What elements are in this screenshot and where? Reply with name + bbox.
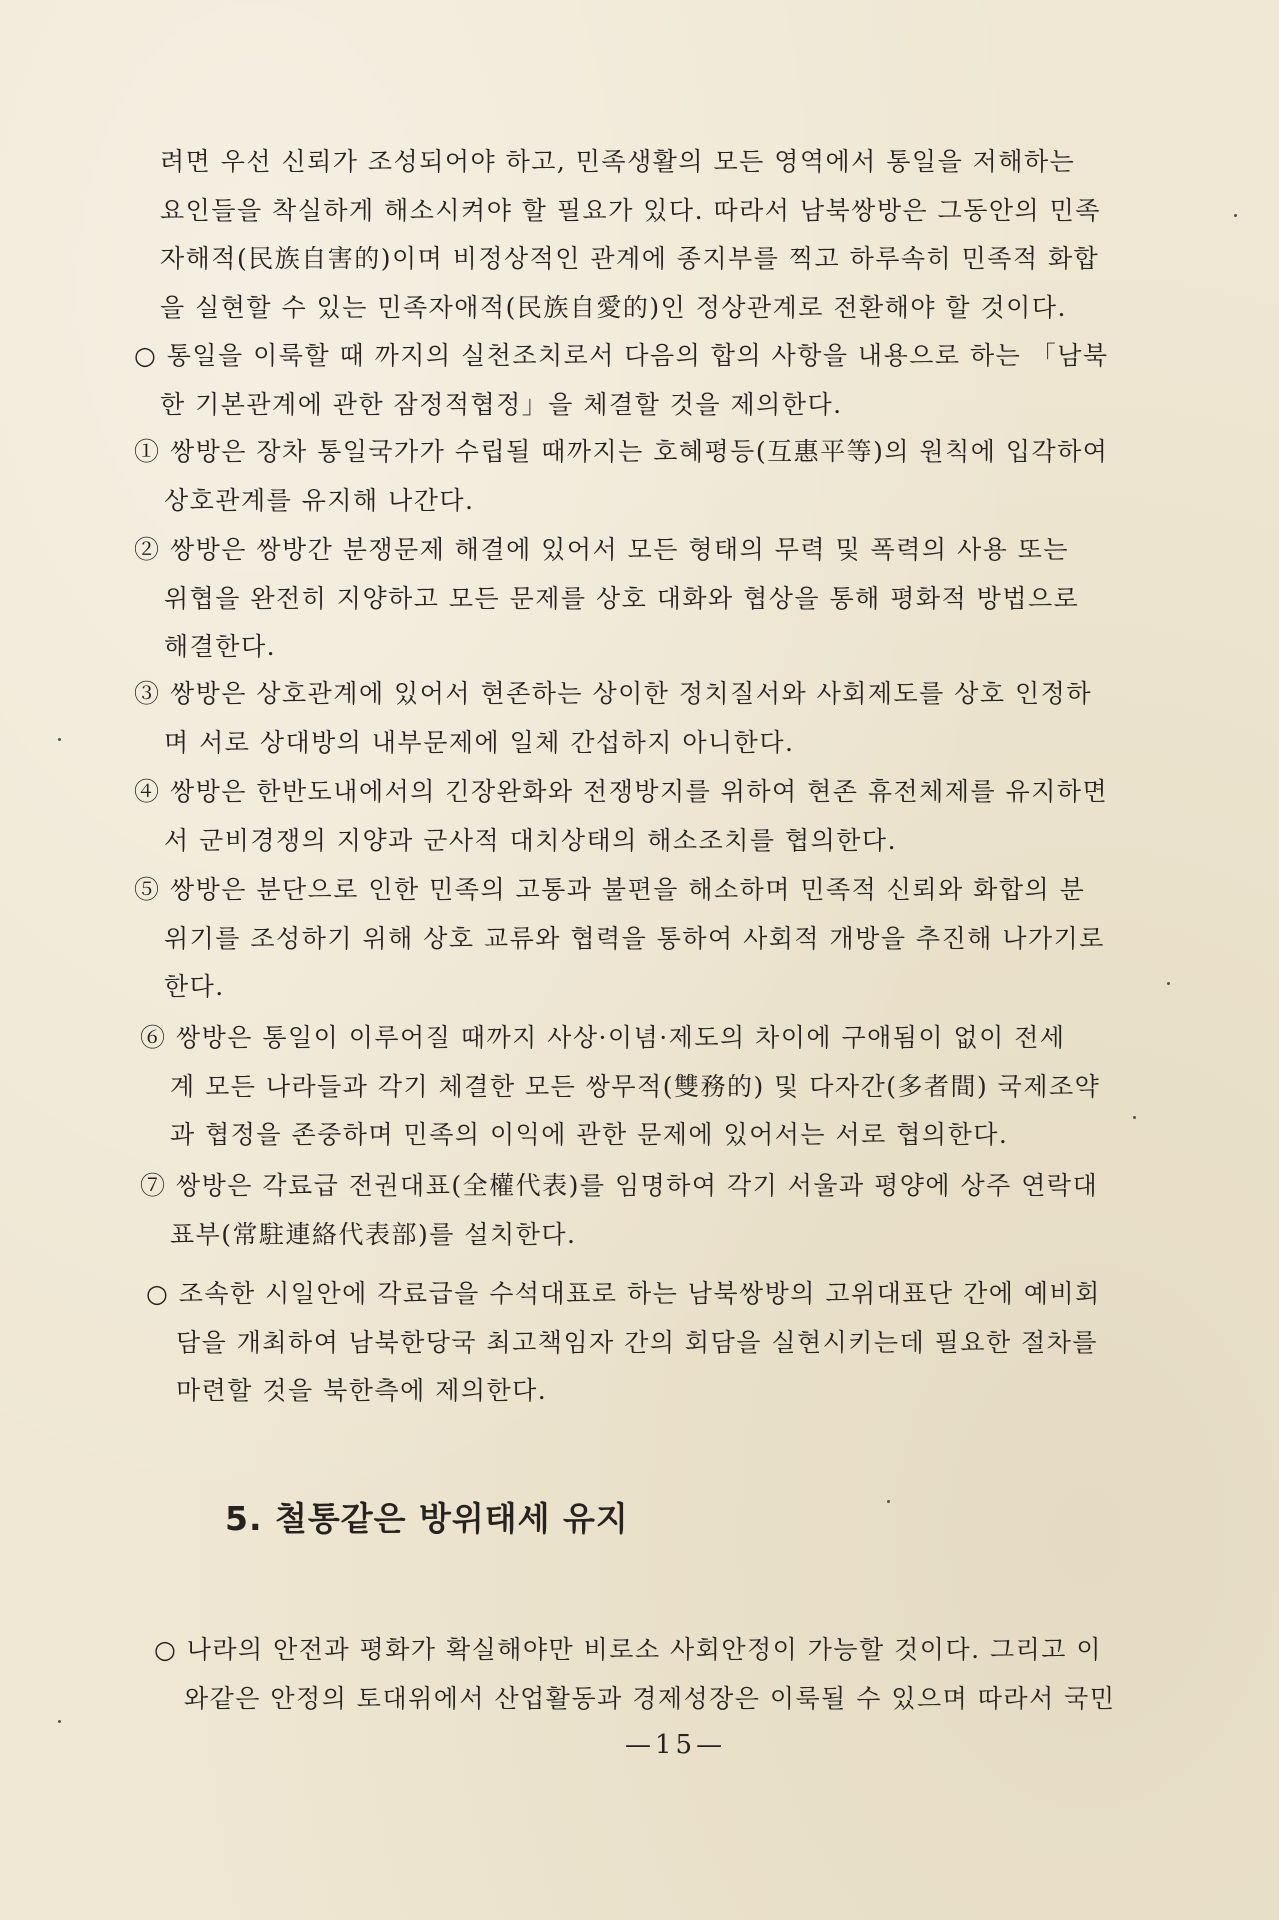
text-line: ④ 쌍방은 한반도내에서의 긴장완화와 전쟁방지를 위하여 현존 휴전체제를 유지하면 xyxy=(134,777,1109,806)
text-line: 한다. xyxy=(164,972,225,1001)
text-line: 담을 개최하여 남북한당국 최고책임자 간의 회담을 실현시키는데 필요한 절차를 xyxy=(176,1327,1099,1357)
text-line: ○ 통일을 이룩할 때 까지의 실천조치로서 다음의 합의 사항을 내용으로 하는 「남북 xyxy=(134,341,1109,370)
text-line: 해결한다. xyxy=(164,632,277,661)
scan-speck xyxy=(1234,214,1237,217)
scan-speck xyxy=(1167,982,1170,985)
text-line: 서 군비경쟁의 지양과 군사적 대치상태의 해소조치를 협의한다. xyxy=(164,825,898,855)
text-line: ○ 조속한 시일안에 각료급을 수석대표로 하는 남북쌍방의 고위대표단 간에 예비회 xyxy=(146,1279,1101,1308)
list-item xyxy=(140,1162,1098,1259)
text-line: 계 모든 나라들과 각기 체결한 모든 쌍무적(雙務的) 및 다자간(多者間) 국제조약 xyxy=(170,1071,1101,1101)
text-line: 을 실현할 수 있는 민족자애적(民族自愛的)인 정상관계로 전환해야 할 것이다. xyxy=(160,292,1067,322)
list-item xyxy=(134,866,1105,1012)
scan-speck xyxy=(1133,1116,1136,1119)
proposal-paragraph xyxy=(134,332,1109,429)
list-item xyxy=(134,526,1079,672)
text-line: ① 쌍방은 장차 통일국가가 수립될 때까지는 호혜평등(互惠平等)의 원칙에 입각하여 xyxy=(134,437,1109,466)
text-line: 와같은 안정의 토대위에서 산업활동과 경제성장은 이룩될 수 있으며 따라서 국민 xyxy=(184,1683,1116,1713)
text-line: 며 서로 상대방의 내부문제에 일체 간섭하지 아니한다. xyxy=(164,727,795,757)
list-item xyxy=(134,768,1108,865)
text-line: ② 쌍방은 쌍방간 분쟁문제 해결에 있어서 모든 형태의 무력 및 폭력의 사용 또는 xyxy=(134,535,1070,564)
text-line: 위협을 완전히 지양하고 모든 문제를 상호 대화와 협상을 통해 평화적 방법으로 xyxy=(164,583,1080,613)
scan-speck xyxy=(58,738,61,741)
text-line: 자해적(民族自害的)이며 비정상적인 관계에 종지부를 찍고 하루속히 민족적 화합 xyxy=(160,244,1100,273)
text-line: ③ 쌍방은 상호관계에 있어서 현존하는 상이한 정치질서와 사회제도를 상호 인정하 xyxy=(134,679,1092,708)
text-line: 마련할 것을 북한측에 제의한다. xyxy=(176,1376,548,1405)
text-line: ○ 나라의 안전과 평화가 확실해야만 비로소 사회안정이 가능할 것이다. 그리고 이 xyxy=(154,1635,1103,1664)
closing-paragraph xyxy=(154,1626,1115,1723)
text-line: 상호관계를 유지해 나간다. xyxy=(164,485,475,515)
text-line: 려면 우선 신뢰가 조성되어야 하고, 민족생활의 모든 영역에서 통일을 저해하는 xyxy=(160,147,1076,176)
scan-speck xyxy=(887,1500,890,1503)
text-line: 요인들을 착실하게 해소시켜야 할 필요가 있다. 따라서 남북쌍방은 그동안의 민족 xyxy=(160,195,1101,225)
list-item xyxy=(134,428,1108,525)
text-line: ⑦ 쌍방은 각료급 전권대표(全權代表)를 임명하여 각기 서울과 평양에 상주 연락대 xyxy=(140,1171,1099,1200)
text-line: 위기를 조성하기 위해 상호 교류와 협력을 통하여 사회적 개방을 추진해 나가기로 xyxy=(164,923,1105,953)
text-line: 과 협정을 존중하며 민족의 이익에 관한 문제에 있어서는 서로 협의한다. xyxy=(170,1120,1009,1149)
intro-paragraph xyxy=(160,138,1101,332)
text-line: 표부(常駐連絡代表部)를 설치한다. xyxy=(170,1219,577,1249)
meeting-paragraph xyxy=(146,1270,1101,1416)
text-line: 한 기본관계에 관한 잠정적협정」을 체결할 것을 제의한다. xyxy=(160,389,843,419)
page-number: —15— xyxy=(625,1730,727,1760)
list-item xyxy=(134,670,1092,767)
text-line: ⑤ 쌍방은 분단으로 인한 민족의 고통과 불편을 해소하며 민족적 신뢰와 화합의 분 xyxy=(134,875,1086,904)
scan-speck xyxy=(58,1720,61,1723)
section-heading: 5. 철통같은 방위태세 유지 xyxy=(225,1499,629,1538)
text-line: ⑥ 쌍방은 통일이 이루어질 때까지 사상·이념·제도의 차이에 구애됨이 없이 전세 xyxy=(140,1023,1066,1052)
list-item xyxy=(140,1014,1100,1160)
